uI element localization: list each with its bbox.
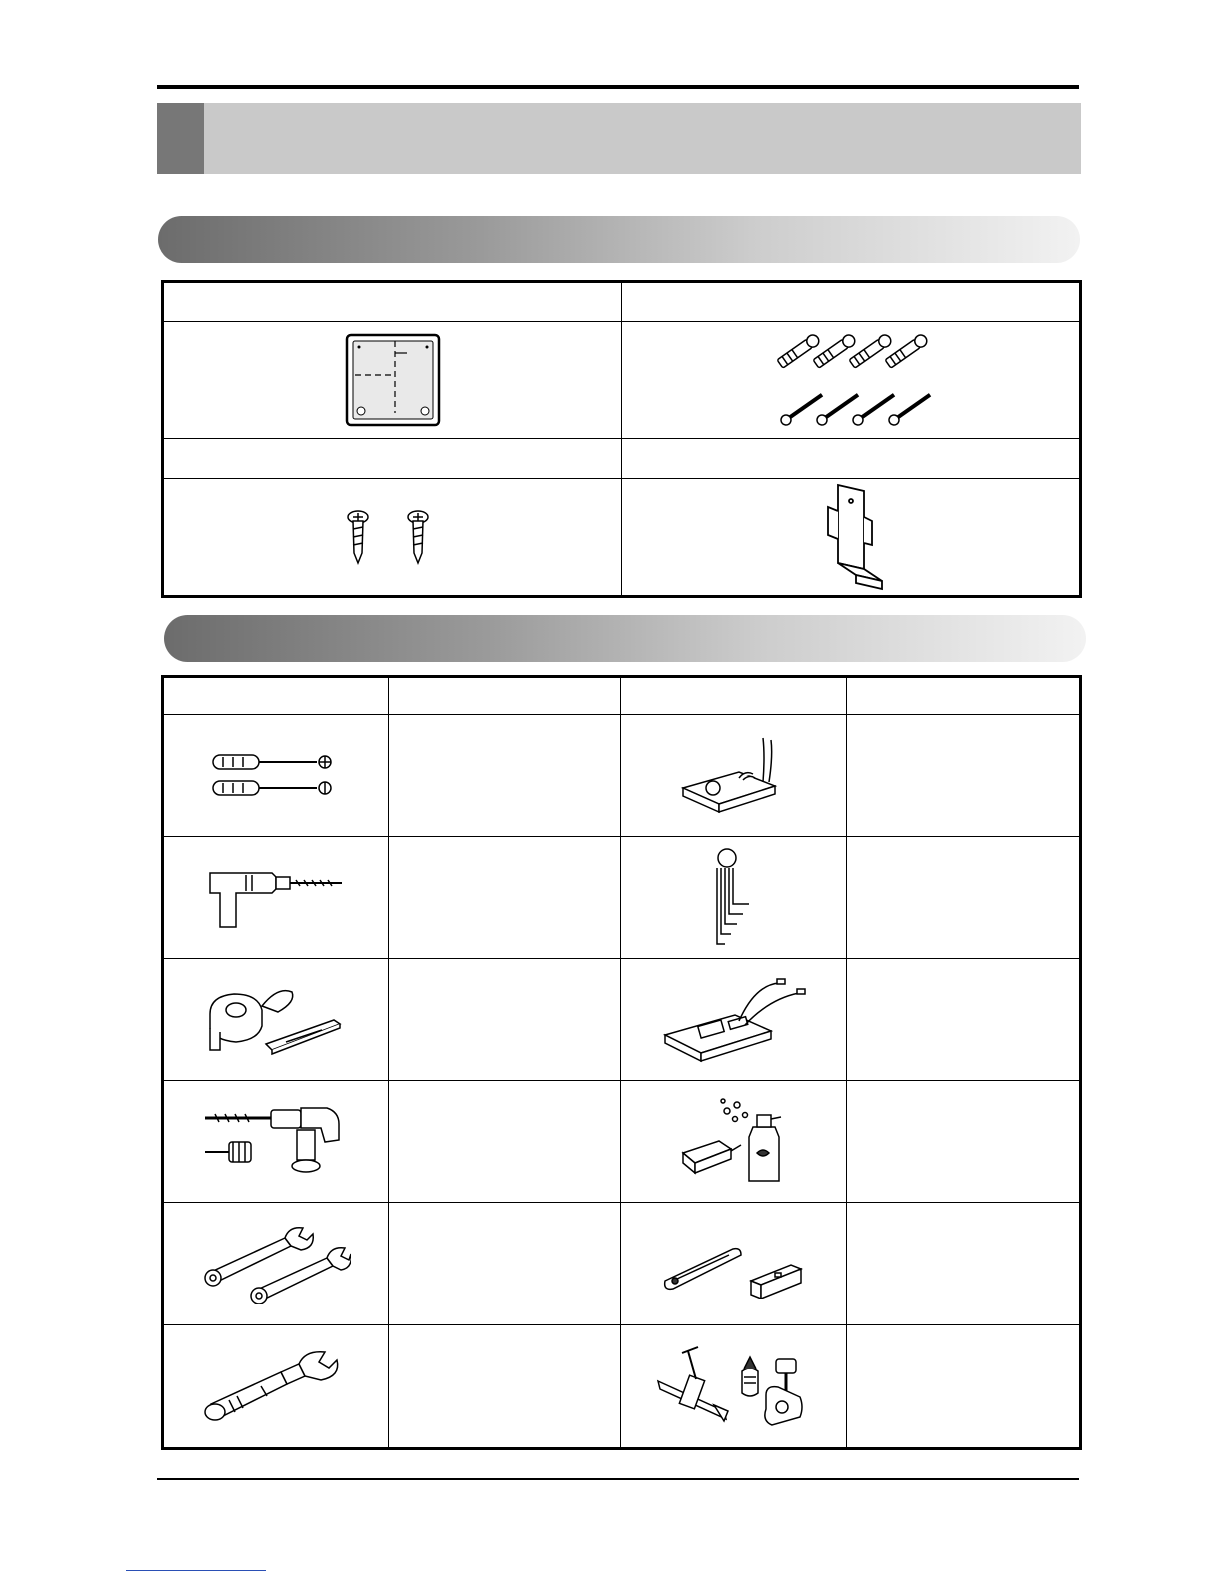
tool-name-cell <box>847 1081 1081 1203</box>
tools-table <box>161 675 1082 1450</box>
header-cell <box>847 677 1081 715</box>
installation-plate-icon <box>345 333 441 427</box>
tool-name-cell <box>389 959 621 1081</box>
ammeter-icon <box>659 975 809 1065</box>
tool-image-cell <box>621 1325 847 1449</box>
tool-name-cell <box>847 1203 1081 1325</box>
accessory-image-cell <box>622 479 1081 597</box>
tool-image-cell <box>163 1081 389 1203</box>
tool-image-cell <box>621 959 847 1081</box>
two-screws-icon <box>338 507 448 567</box>
header-cell <box>621 677 847 715</box>
screwdrivers-icon <box>211 751 341 801</box>
tool-image-cell <box>621 837 847 959</box>
accessory-image-cell <box>163 322 622 439</box>
footer-link-underline[interactable] <box>126 1570 266 1571</box>
title-tab-marker <box>157 103 204 174</box>
spanners-icon <box>201 1224 351 1304</box>
tool-image-cell <box>163 1325 389 1449</box>
anchors-and-screws-icon <box>766 330 936 430</box>
tool-name-cell <box>847 715 1081 837</box>
tool-name-cell <box>847 837 1081 959</box>
remote-holder-icon <box>816 481 886 593</box>
gas-leak-detector-icon <box>679 1097 789 1187</box>
tool-image-cell <box>621 1081 847 1203</box>
tool-image-cell <box>621 1203 847 1325</box>
tool-name-cell <box>389 1203 621 1325</box>
tool-image-cell <box>163 1203 389 1325</box>
tool-image-cell <box>163 959 389 1081</box>
accessory-name-cell <box>622 439 1081 479</box>
tools-heading-bar <box>164 615 1086 662</box>
tool-image-cell <box>163 837 389 959</box>
section-title-band <box>157 103 1081 174</box>
tool-name-cell <box>389 1325 621 1449</box>
bottom-rule <box>157 1478 1079 1480</box>
core-drill-icon <box>201 1102 351 1182</box>
tool-image-cell <box>621 715 847 837</box>
electric-drill-icon <box>206 863 346 933</box>
tool-name-cell <box>847 959 1081 1081</box>
accessory-image-cell <box>622 322 1081 439</box>
ohm-meter-icon <box>679 736 789 816</box>
torque-wrench-icon <box>201 1346 351 1426</box>
tool-image-cell <box>163 715 389 837</box>
accessory-name-cell <box>163 439 622 479</box>
accessory-name-cell <box>163 282 622 322</box>
header-cell <box>389 677 621 715</box>
accessory-image-cell <box>163 479 622 597</box>
thermometer-level-icon <box>659 1229 809 1299</box>
tool-name-cell <box>389 837 621 959</box>
accessories-table <box>161 280 1082 598</box>
header-cell <box>163 677 389 715</box>
accessories-heading-bar <box>158 216 1080 263</box>
hexagonal-wrench-icon <box>709 848 759 948</box>
measuring-tape-knife-icon <box>206 980 346 1060</box>
tool-name-cell <box>847 1325 1081 1449</box>
accessory-name-cell <box>622 282 1081 322</box>
tool-name-cell <box>389 1081 621 1203</box>
tool-name-cell <box>389 715 621 837</box>
top-rule <box>157 85 1079 89</box>
flaring-tool-set-icon <box>654 1341 814 1431</box>
